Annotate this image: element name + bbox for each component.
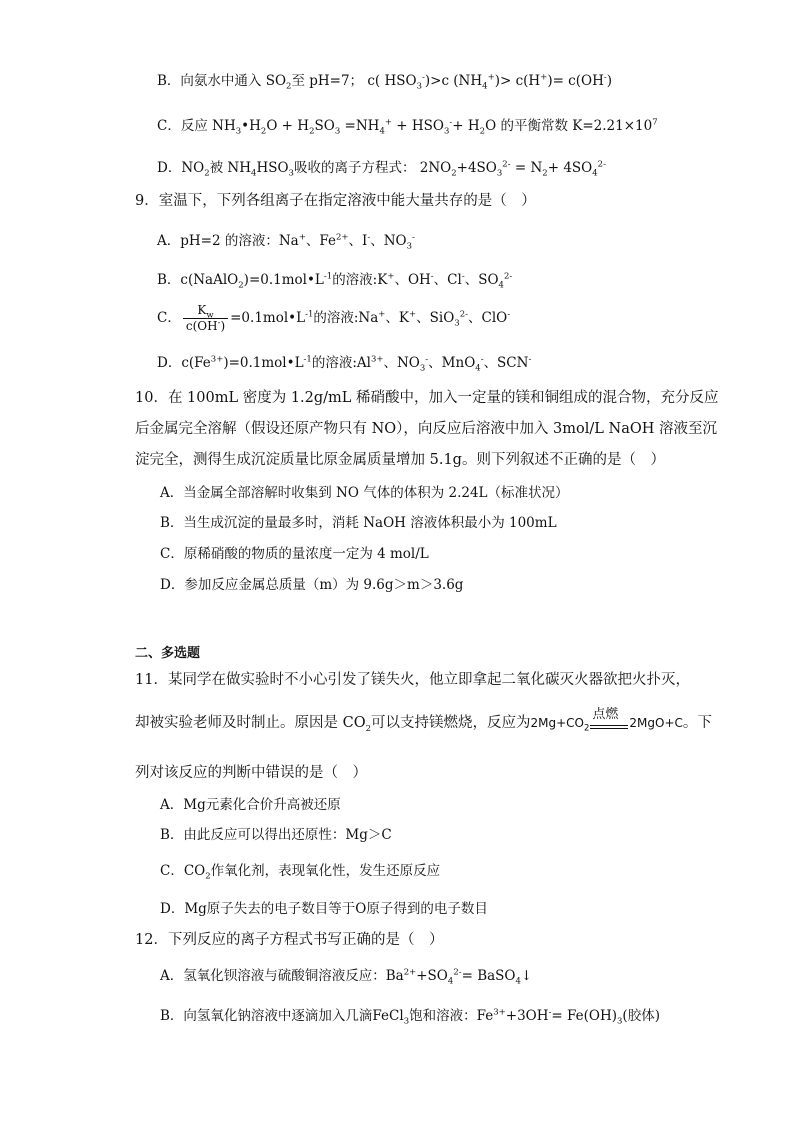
q8-option-c: C．反应 $NH_3•H_2O + H_2SO_3 =NH_4^+ + HSO_3^-+ H_2O$ 的平衡常数 $K=2.21\times 10^7$ bbox=[157, 117, 658, 137]
q11-stem-line3: 列对该反应的判断中错误的是（ ） bbox=[135, 765, 367, 781]
q11-option-d: D．Mg原子失去的电子数目等于O原子得到的电子数目 bbox=[160, 901, 488, 917]
q10-option-a: A．当金属全部溶解时收集到 NO 气体的体积为 2.24L（标准状况） bbox=[160, 485, 569, 501]
q10-stem-line2: 后金属完全溶解（假设还原产物只有 NO），向反应后溶液中加入 3mol/L NaOH 溶液至沉 bbox=[135, 421, 717, 437]
q9-option-b: B．$c(NaAlO_2)=0.1mol•L^{-1}$的溶液:K+、OH-、Cl-、$SO_4^{2-}$ bbox=[157, 271, 513, 291]
q11-option-a: A．Mg元素化合价升高被还原 bbox=[160, 797, 341, 813]
q10-stem-line1: 10．在 100mL 密度为 1.2g/mL 稀硝酸中，加入一定量的镁和铜组成的混合物，充分反应 bbox=[135, 390, 719, 406]
q12-stem: 12．下列反应的离子方程式书写正确的是（ ） bbox=[135, 932, 444, 948]
q9-option-c: C． $\frac{K_w}{c(OH^-)}$ $=0.1mol•L^{-1}$的溶液:Na+、K+、SiO$_3^{2-}$、ClO- bbox=[157, 303, 511, 333]
q9-option-a: A．pH=2 的溶液：Na+、$Fe^{2+}$、I-、$NO_3^-$ bbox=[157, 232, 415, 252]
q10-option-d: D．参加反应金属总质量（m）为 9.6g＞m＞3.6g bbox=[160, 577, 464, 593]
q8-option-d: D．$NO_2$被 $NH_4HSO_3$吸收的离子方程式： $2NO_2+4SO_3^{2-} = N_2+ 4SO_4^{2-}$ bbox=[157, 159, 606, 179]
q11-stem-line1: 11．某同学在做实验时不小心引发了镁失火，他立即拿起二氧化碳灭火器欲把火扑灭， bbox=[135, 672, 690, 688]
ignite-condition-arrow: 点燃 bbox=[590, 708, 628, 738]
reaction-equation: $2Mg+CO_2$ 点燃 2MgO+C bbox=[531, 716, 683, 730]
q9-option-d: D．$c(Fe^{3+})=0.1mol•L^{-1}$的溶液$:Al^{3+}$、$NO_3^-$、MnO$_4$-、SCN- bbox=[157, 354, 532, 374]
q12-option-b: B．向氢氧化钠溶液中逐滴加入几滴FeCl$_3$饱和溶液：$Fe^{3+}+3OH^-= Fe(OH)_3$(胶体) bbox=[160, 1007, 660, 1027]
section-title-multiple-choice: 二、多选题 bbox=[135, 646, 201, 661]
q10-option-b: B．当生成沉淀的量最多时，消耗 NaOH 溶液体积最小为 100mL bbox=[160, 515, 557, 531]
q9-stem: 9．室温下，下列各组离子在指定溶液中能大量共存的是（ ） bbox=[135, 193, 536, 209]
q8-option-b: B．向氨水中通入 $SO_2$至 pH=7； c( $HSO_3^-)>c$ $(NH_4^+)> c(H^+)= c(OH^-)$ bbox=[157, 72, 613, 92]
q10-stem-line3: 淀完全，测得生成沉淀质量比原金属质量增加 5.1g。则下列叙述不正确的是（ ） bbox=[135, 452, 665, 468]
q11-option-c: C．$CO_2$作氧化剂，表现氧化性，发生还原反应 bbox=[160, 863, 441, 882]
q12-option-a: A．氢氧化钡溶液与硫酸铜溶液反应：$Ba^{2+}+SO_4^{2-}=$ BaSO$_4$↓ bbox=[160, 967, 533, 987]
q11-option-b: B．由此反应可以得出还原性：Mg＞C bbox=[160, 827, 392, 843]
q10-option-c: C．原稀硝酸的物质的量浓度一定为 4 mol/L bbox=[160, 546, 429, 562]
q11-stem-line2: 却被实验老师及时制止。原因是 $CO_2$可以支持镁燃烧，反应为$2Mg+CO_2$ 点燃 2MgO+C。下 bbox=[135, 708, 712, 738]
kw-fraction: $\frac{K_w}{c(OH^-)}$ bbox=[183, 303, 228, 334]
